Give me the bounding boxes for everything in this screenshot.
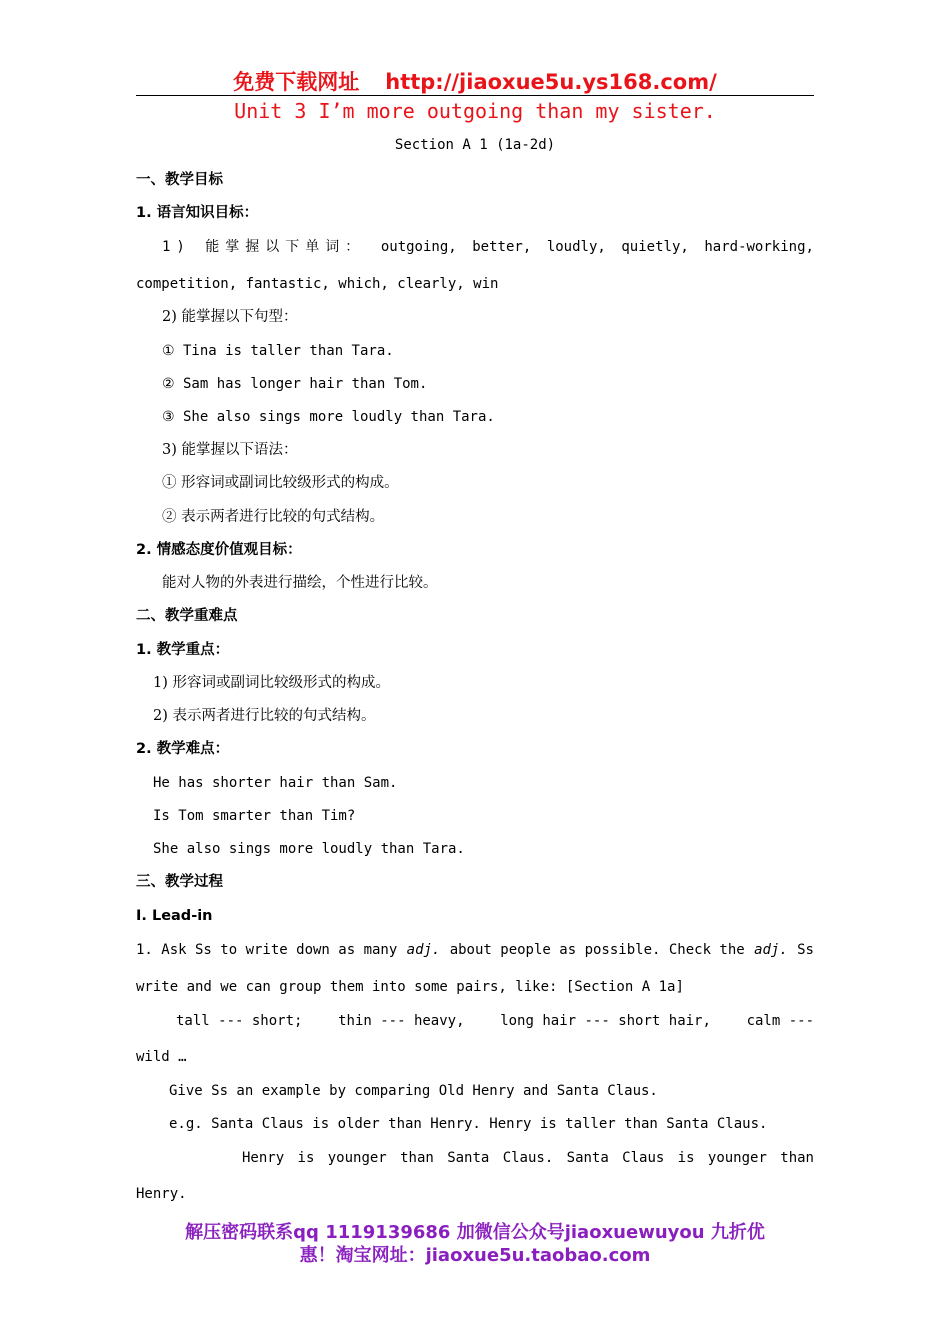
words-line-1 — [162, 237, 814, 257]
leadin-paragraph-line-2: write and we can group them into some pairs, like: [Section A 1a] — [136, 979, 684, 995]
word: outgoing, — [380, 239, 457, 255]
example-word: than — [780, 1150, 814, 1166]
example-sentence-2-line — [242, 1148, 814, 1168]
adjective-pair: long hair --- short hair, — [500, 1013, 711, 1029]
adj-term: adj. — [406, 942, 441, 958]
difficult-item: She also sings more loudly than Tara. — [153, 841, 465, 857]
example-word: Claus — [622, 1150, 665, 1166]
sentence-item: ③ She also sings more loudly than Tara. — [162, 409, 495, 425]
adjective-pair: thin --- heavy, — [338, 1013, 465, 1029]
process-heading: 三、教学过程 — [136, 874, 223, 890]
adjective-pair: calm --- — [746, 1013, 814, 1029]
example-word: Claus. — [502, 1150, 554, 1166]
grammar-item: ① 形容词或副词比较级形式的构成。 — [162, 475, 399, 491]
footer-contact-line-2[interactable]: 惠！淘宝网址：jiaoxue5u.taobao.com — [299, 1245, 651, 1266]
knowledge-heading: 1. 语言知识目标： — [136, 205, 259, 221]
paragraph-text: 1. Ask Ss to write down as many — [136, 942, 398, 958]
paragraph-text: Ss — [797, 942, 814, 958]
objectives-heading: 一、教学目标 — [136, 172, 223, 188]
example-word: Henry — [242, 1150, 285, 1166]
focus-item: 1) 形容词或副词比较级形式的构成。 — [153, 675, 390, 691]
word: quietly, — [621, 239, 689, 255]
example-sentence-2-end: Henry. — [136, 1186, 187, 1202]
example-word: Santa — [566, 1150, 609, 1166]
example-word: Santa — [447, 1150, 490, 1166]
key-points-heading: 二、教学重难点 — [136, 608, 238, 624]
difficult-item: He has shorter hair than Sam. — [153, 775, 398, 791]
example-word: younger — [707, 1150, 767, 1166]
word: loudly, — [546, 239, 606, 255]
difficult-item: Is Tom smarter than Tim? — [153, 808, 356, 824]
example-word: is — [297, 1150, 315, 1166]
paragraph-text: about people as possible. Check the — [449, 942, 745, 958]
example-word: than — [400, 1150, 434, 1166]
leadin-heading: Ⅰ. Lead-in — [136, 908, 213, 924]
emotion-text: 能对人物的外表进行描绘，个性进行比较。 — [162, 575, 438, 591]
sentence-item: ② Sam has longer hair than Tom. — [162, 376, 428, 392]
grammar-item: ② 表示两者进行比较的句式结构。 — [162, 509, 385, 525]
header-divider — [136, 95, 814, 96]
words-prefix: 1) 能掌握以下单词： — [162, 239, 366, 255]
header-site-label: 免费下载网址 — [233, 70, 360, 94]
example-intro: Give Ss an example by comparing Old Henry and Santa Claus. — [169, 1083, 658, 1099]
adjective-pair: tall --- short; — [176, 1013, 303, 1029]
word: better, — [472, 239, 532, 255]
focus-heading: 1. 教学重点： — [136, 642, 230, 658]
document-title: Unit 3 I’m more outgoing than my sister. — [234, 99, 716, 123]
sentences-heading: 2) 能掌握以下句型： — [162, 309, 298, 325]
adjective-pairs-line — [176, 1011, 814, 1031]
leadin-paragraph-line-1 — [136, 940, 814, 960]
grammar-heading: 3) 能掌握以下语法： — [162, 442, 298, 458]
sentence-item: ① Tina is taller than Tara. — [162, 343, 394, 359]
focus-item: 2) 表示两者进行比较的句式结构。 — [153, 708, 376, 724]
adjective-pairs-end: wild … — [136, 1049, 187, 1065]
footer-contact-line-1[interactable]: 解压密码联系qq 1119139686 加微信公众号jiaoxuewuyou 九折优 — [185, 1222, 765, 1243]
header-site-url[interactable]: http://jiaoxue5u.ys168.com/ — [385, 70, 717, 94]
document-subtitle: Section A 1 (1a-2d) — [394, 137, 556, 153]
adj-term: adj. — [754, 942, 788, 958]
emotion-heading: 2. 情感态度价值观目标： — [136, 542, 302, 558]
difficult-heading: 2. 教学难点： — [136, 741, 230, 757]
word: hard-working, — [704, 239, 814, 255]
example-word: is — [677, 1150, 695, 1166]
words-line-2: competition, fantastic, which, clearly, win — [136, 276, 499, 292]
header-download-link[interactable] — [0, 66, 950, 96]
example-sentence: e.g. Santa Claus is older than Henry. Henry is taller than Santa Claus. — [169, 1116, 768, 1132]
example-word: younger — [327, 1150, 387, 1166]
